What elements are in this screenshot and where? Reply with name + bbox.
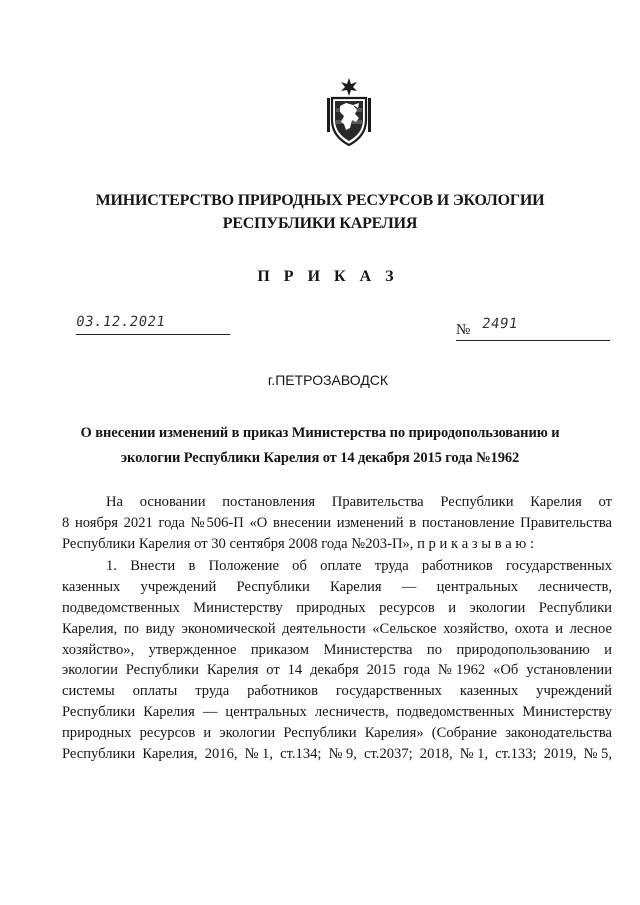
ministry-name-line1: МИНИСТЕРСТВО ПРИРОДНЫХ РЕСУРСОВ И ЭКОЛОГИИ (95, 192, 545, 209)
city: г.ПЕТРОЗАВОДСК (267, 372, 389, 388)
order-number-field (456, 318, 610, 341)
order-number: 2491 (480, 316, 519, 332)
body-line: хозяйство», утвержденное приказом Министерства по природопользованию и (62, 641, 612, 658)
body-line: системы оплаты труда работников государственных казенных учреждений (62, 683, 612, 700)
body-line: Республики Карелия, 2016, №1, ст.134; №9, ст.2037; 2018, №1, ст.133; 2019, №5, (62, 745, 612, 762)
body-line: Республики Карелия от 30 сентября 2008 года №203-П», п р и к а з ы в а ю : (62, 535, 534, 552)
body-line: подведомственных Министерству природных ресурсов и экологии Республики (62, 599, 612, 616)
number-sign: № (456, 322, 471, 338)
body-line: 8 ноября 2021 года №506-П «О внесении изменений в постановление Правительства (62, 514, 612, 531)
order-date-field (76, 306, 230, 335)
body-line: 1. Внести в Положение об оплате труда работников государственных (106, 558, 612, 575)
body-line: На основании постановления Правительства Республики Карелия от (106, 494, 612, 510)
body-line: экологии Республики Карелия от 14 декабря 2015 года №1962 «Об установлении (62, 662, 612, 679)
body-line: Карелия, по виду экономической деятельности «Сельское хозяйство, охота и лесное (62, 620, 612, 637)
karelia-coat-of-arms-icon (326, 78, 372, 146)
body-line: Республики Карелия — центральных лесничеств, подведомственных Министерству (62, 703, 612, 720)
order-date: 03.12.2021 (74, 314, 167, 330)
subject-line2: экологии Республики Карелия от 14 декабря 2015 года №1962 (120, 450, 520, 466)
document-type: П Р И К А З (257, 268, 399, 285)
body-line: природных ресурсов и экологии Республики Карелия» (Собрание законодательства (62, 724, 612, 741)
body-line: казенных учреждений Республики Карелия — центральных лесничеств, (62, 579, 612, 596)
subject-line1: О внесении изменений в приказ Министерства по природопользованию и (80, 425, 560, 441)
ministry-name-line2: РЕСПУБЛИКИ КАРЕЛИЯ (222, 215, 418, 232)
document-body (62, 492, 612, 764)
